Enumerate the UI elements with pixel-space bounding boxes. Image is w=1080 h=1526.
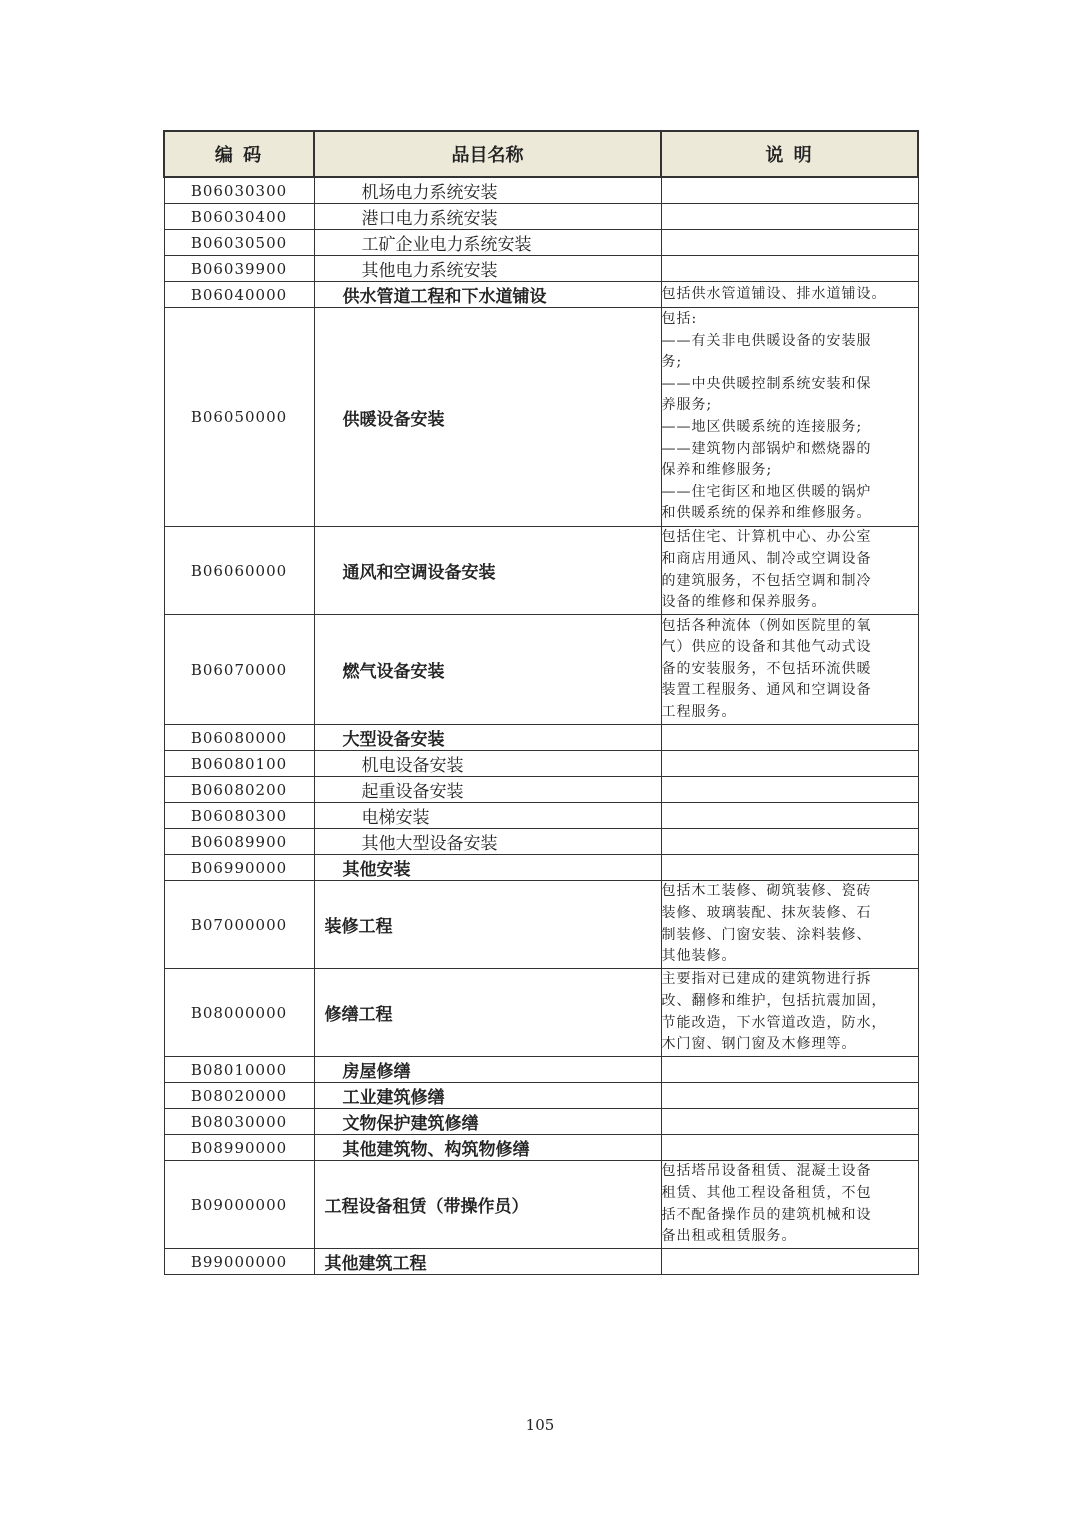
row-description xyxy=(661,1135,918,1161)
row-name: 工业建筑修缮 xyxy=(314,1083,661,1109)
row-name: 装修工程 xyxy=(314,881,661,969)
row-description xyxy=(661,1109,918,1135)
table-body xyxy=(164,177,918,1275)
table-row xyxy=(164,1135,918,1161)
table-row xyxy=(164,725,918,751)
page-number: 105 xyxy=(525,1416,555,1434)
table-row xyxy=(164,1249,918,1275)
row-code: B06040000 xyxy=(164,282,314,308)
row-code: B06080000 xyxy=(164,725,314,751)
row-code: B06030300 xyxy=(164,177,314,204)
row-name: 燃气设备安装 xyxy=(314,615,661,725)
row-name: 机电设备安装 xyxy=(314,751,661,777)
row-code: B06070000 xyxy=(164,615,314,725)
row-name: 通风和空调设备安装 xyxy=(314,527,661,615)
row-name: 房屋修缮 xyxy=(314,1057,661,1083)
row-name: 其他建筑工程 xyxy=(314,1249,661,1275)
row-description: 包括木工装修、砌筑装修、瓷砖 装修、玻璃装配、抹灰装修、石 制装修、门窗安装、涂料装修、 其他装修。 xyxy=(661,881,918,969)
row-name: 其他安装 xyxy=(314,855,661,881)
row-code: B08030000 xyxy=(164,1109,314,1135)
header-code xyxy=(164,131,314,177)
row-description xyxy=(661,1057,918,1083)
row-description: 包括供水管道铺设、排水道铺设。 xyxy=(661,282,918,308)
table-row xyxy=(164,527,918,615)
row-name: 供暖设备安装 xyxy=(314,308,661,527)
row-description xyxy=(661,803,918,829)
table-row xyxy=(164,308,918,527)
table-row xyxy=(164,256,918,282)
table-header xyxy=(164,131,918,177)
row-description xyxy=(661,177,918,204)
header-name-label: 品目名称 xyxy=(451,145,524,166)
catalog-table xyxy=(163,130,919,1275)
table-row xyxy=(164,230,918,256)
row-description xyxy=(661,204,918,230)
row-code: B07000000 xyxy=(164,881,314,969)
row-description: 包括各种流体（例如医院里的氧 气）供应的设备和其他气动式设 备的安装服务，不包括环流供暖 装置工程服务、通风和空调设备 工程服务。 xyxy=(661,615,918,725)
row-code: B06080200 xyxy=(164,777,314,803)
row-description xyxy=(661,1083,918,1109)
row-name: 其他建筑物、构筑物修缮 xyxy=(314,1135,661,1161)
row-code: B99000000 xyxy=(164,1249,314,1275)
header-description xyxy=(661,131,918,177)
header-description-label: 说 明 xyxy=(765,145,814,166)
table-row xyxy=(164,1057,918,1083)
row-name: 港口电力系统安装 xyxy=(314,204,661,230)
table-row xyxy=(164,969,918,1057)
row-description xyxy=(661,1249,918,1275)
row-description xyxy=(661,855,918,881)
row-description: 包括住宅、计算机中心、办公室 和商店用通风、制冷或空调设备 的建筑服务，不包括空调和制冷 设备的维修和保养服务。 xyxy=(661,527,918,615)
header-code-label: 编 码 xyxy=(214,145,264,166)
table-row xyxy=(164,751,918,777)
table-row xyxy=(164,855,918,881)
row-name: 修缮工程 xyxy=(314,969,661,1057)
row-code: B08000000 xyxy=(164,969,314,1057)
header-name xyxy=(314,131,661,177)
row-name: 工程设备租赁（带操作员） xyxy=(314,1161,661,1249)
row-code: B08020000 xyxy=(164,1083,314,1109)
row-name: 文物保护建筑修缮 xyxy=(314,1109,661,1135)
table-row xyxy=(164,1109,918,1135)
row-code: B08990000 xyxy=(164,1135,314,1161)
row-code: B06080100 xyxy=(164,751,314,777)
row-code: B06990000 xyxy=(164,855,314,881)
row-code: B06039900 xyxy=(164,256,314,282)
row-description xyxy=(661,256,918,282)
row-name: 大型设备安装 xyxy=(314,725,661,751)
row-description xyxy=(661,829,918,855)
row-description xyxy=(661,725,918,751)
table-row xyxy=(164,204,918,230)
row-code: B06050000 xyxy=(164,308,314,527)
row-code: B06060000 xyxy=(164,527,314,615)
row-description: 包括塔吊设备租赁、混凝土设备 租赁、其他工程设备租赁，不包 括不配备操作员的建筑机械和设 备出租或租赁服务。 xyxy=(661,1161,918,1249)
table-row xyxy=(164,282,918,308)
row-code: B06030400 xyxy=(164,204,314,230)
table-row xyxy=(164,177,918,204)
table-row xyxy=(164,803,918,829)
row-description: 主要指对已建成的建筑物进行拆 改、翻修和维护，包括抗震加固， 节能改造，下水管道改造，防水， 木门窗、钢门窗及木修理等。 xyxy=(661,969,918,1057)
table-row xyxy=(164,615,918,725)
row-name: 机场电力系统安装 xyxy=(314,177,661,204)
row-name: 起重设备安装 xyxy=(314,777,661,803)
row-name: 电梯安装 xyxy=(314,803,661,829)
row-description xyxy=(661,230,918,256)
row-description xyxy=(661,751,918,777)
row-code: B06080300 xyxy=(164,803,314,829)
row-code: B08010000 xyxy=(164,1057,314,1083)
row-code: B09000000 xyxy=(164,1161,314,1249)
row-name: 其他电力系统安装 xyxy=(314,256,661,282)
table-row xyxy=(164,1161,918,1249)
table-row xyxy=(164,1083,918,1109)
table-row xyxy=(164,881,918,969)
row-name: 供水管道工程和下水道铺设 xyxy=(314,282,661,308)
row-description: 包括: ——有关非电供暖设备的安装服 务; ——中央供暖控制系统安装和保 养服务; ——地区供暖系统的连接服务; ——建筑物内部锅炉和燃烧器的 保养和维修服务; ——住宅街区和地区供暖的锅炉 和供暖系统的保养和维修服务。 xyxy=(661,308,918,527)
row-name: 其他大型设备安装 xyxy=(314,829,661,855)
row-code: B06030500 xyxy=(164,230,314,256)
row-description xyxy=(661,777,918,803)
row-code: B06089900 xyxy=(164,829,314,855)
table-row xyxy=(164,829,918,855)
row-name: 工矿企业电力系统安装 xyxy=(314,230,661,256)
table-row xyxy=(164,777,918,803)
